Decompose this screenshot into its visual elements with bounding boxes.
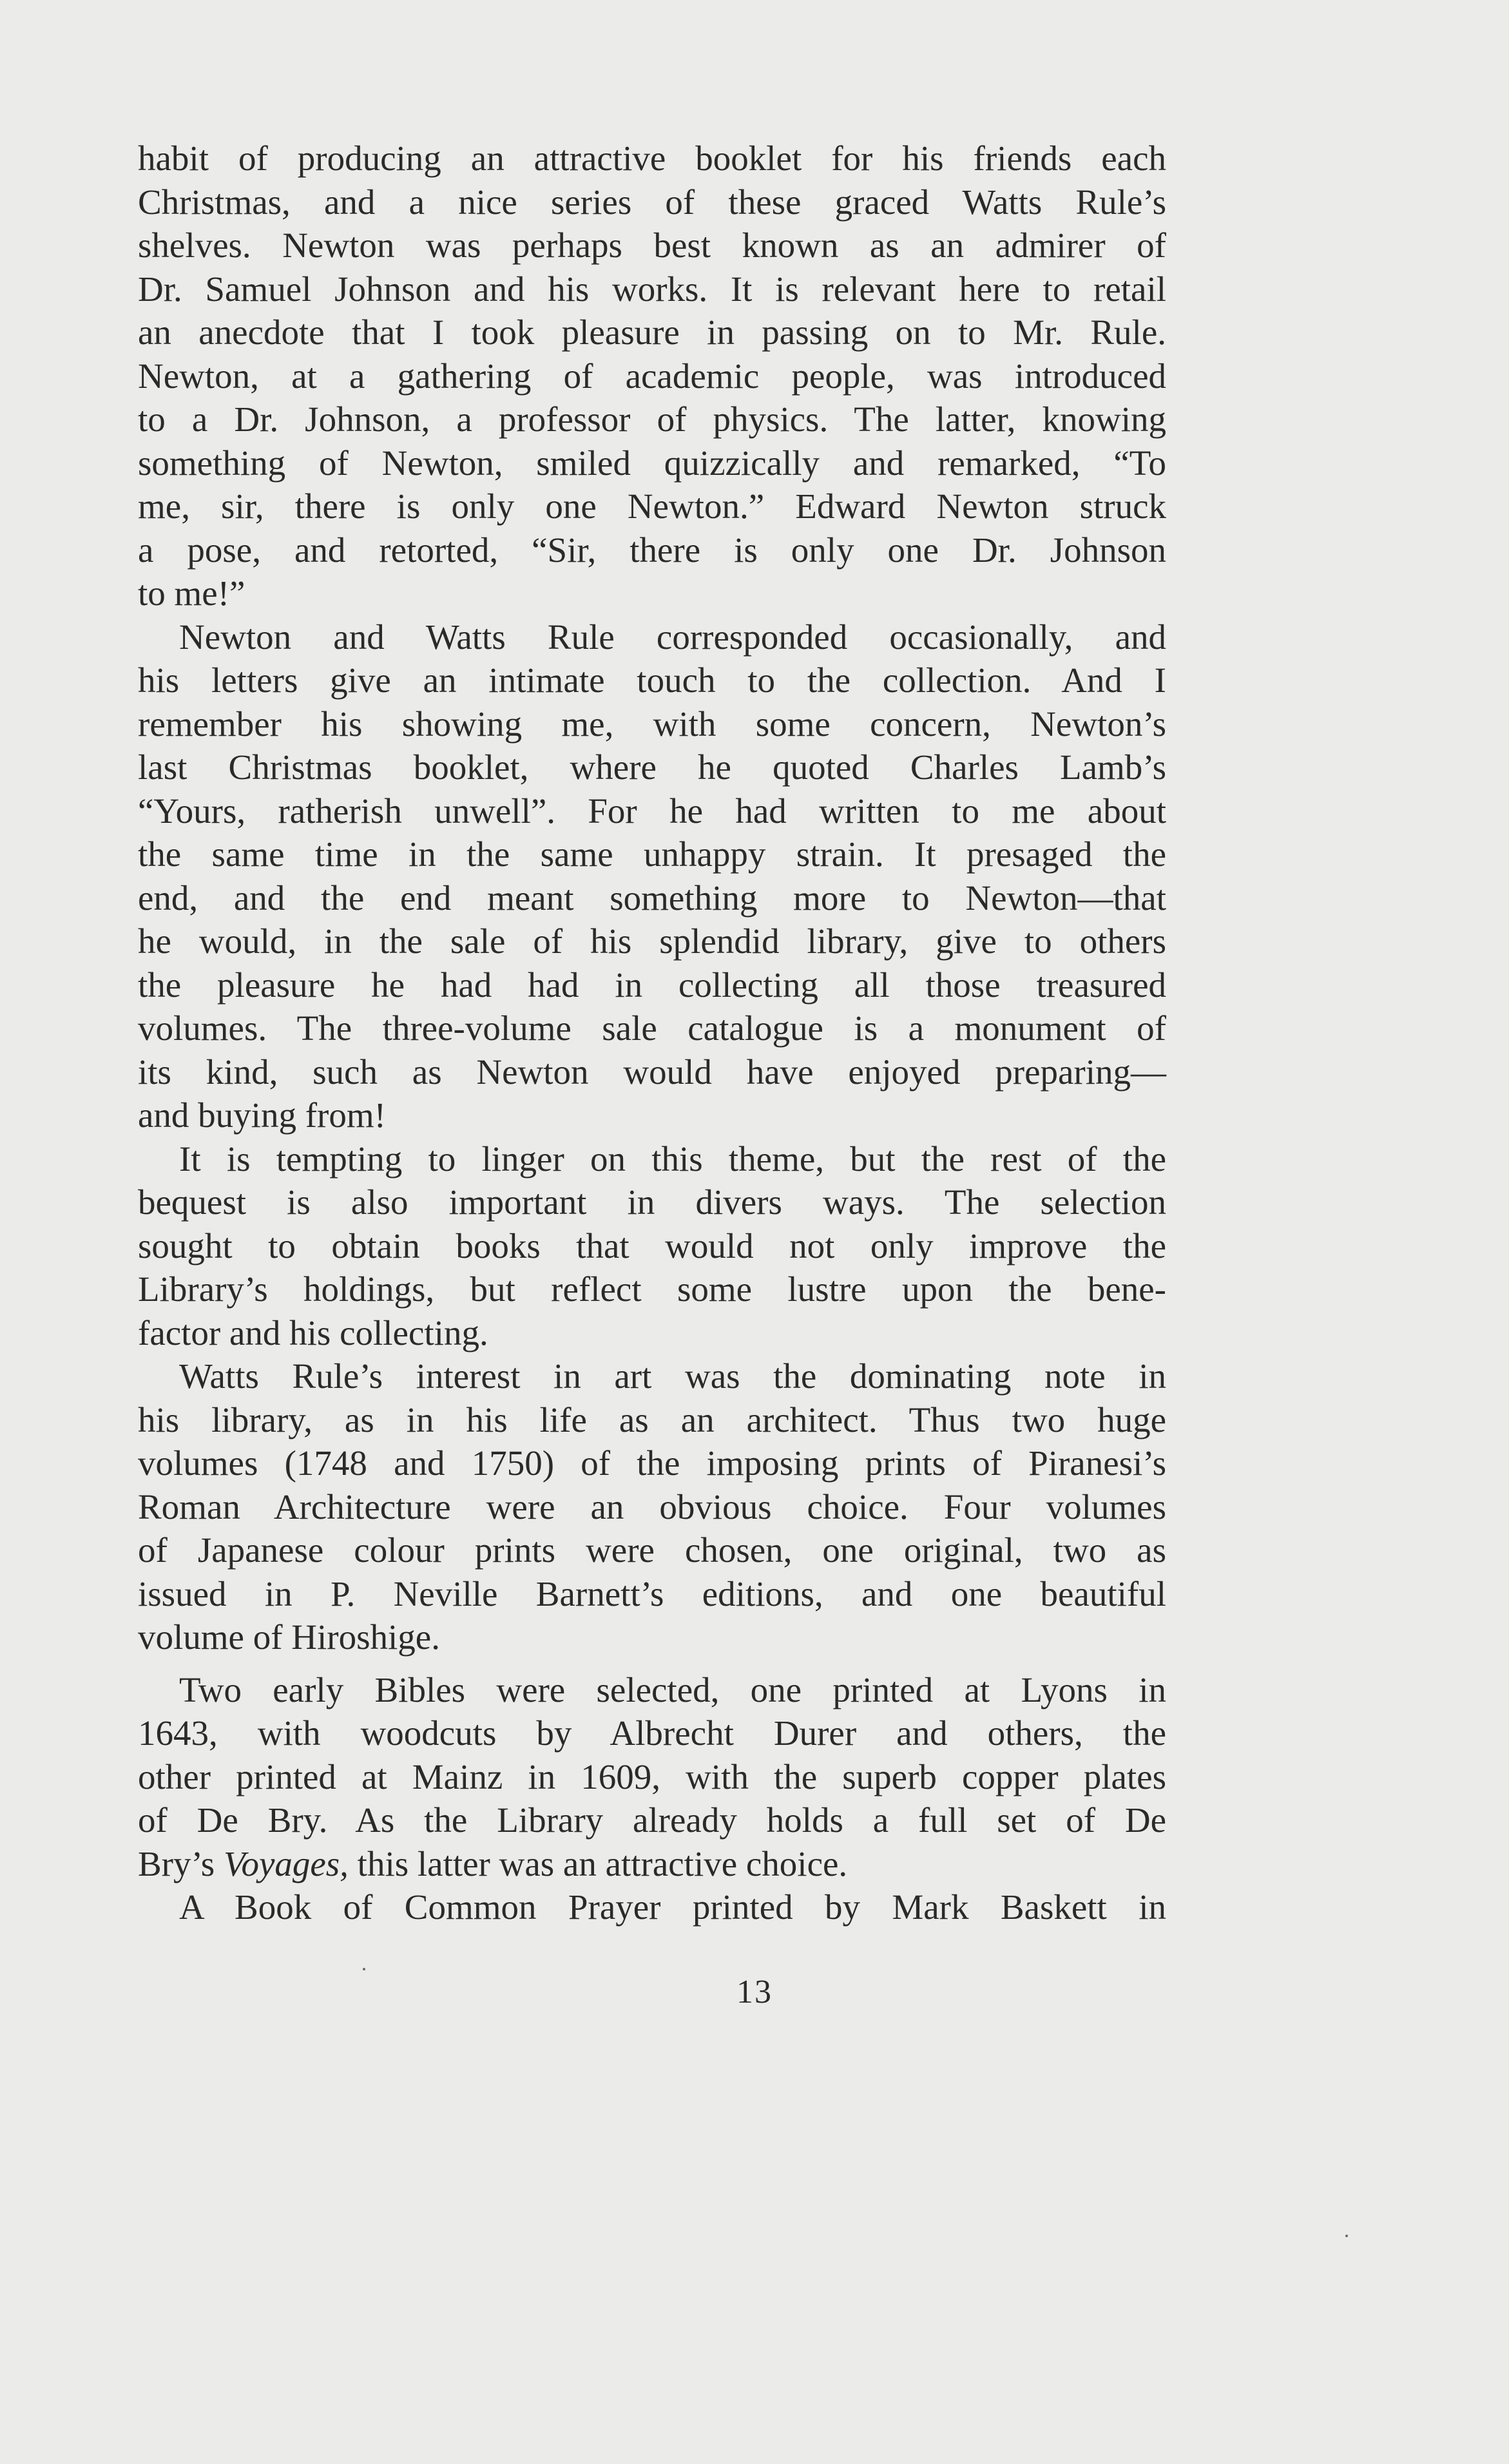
text-line: his library, as in his life as an architect. Thus two huge <box>138 1400 1166 1439</box>
text-line <box>138 1842 1166 1886</box>
text-line: other printed at Mainz in 1609, with the superb copper plates <box>138 1757 1166 1796</box>
text-line: factor and his collecting. <box>138 1313 488 1352</box>
text-line: of De Bry. As the Library already holds a full set of De <box>138 1800 1166 1840</box>
text-line: its kind, such as Newton would have enjoyed preparing— <box>138 1052 1166 1092</box>
text-line: volumes (1748 and 1750) of the imposing prints of Piranesi’s <box>138 1443 1166 1483</box>
text-line: bequest is also important in divers ways. The selection <box>138 1182 1166 1222</box>
text-line: Dr. Samuel Johnson and his works. It is relevant here to retail <box>138 269 1166 309</box>
text-line: Watts Rule’s interest in art was the dominating note in <box>179 1356 1166 1396</box>
text-line: volume of Hiroshige. <box>138 1617 440 1657</box>
text-line: volumes. The three-volume sale catalogue is a monument of <box>138 1008 1166 1048</box>
text-fragment: this latter was an attractive choice. <box>348 1843 848 1883</box>
text-line: to me!” <box>138 573 245 613</box>
text-line: Two early Bibles were selected, one printed at Lyons in <box>179 1670 1166 1709</box>
paragraph-correspondence <box>138 615 1166 1137</box>
text-line: the pleasure he had had in collecting all those treasured <box>138 965 1166 1005</box>
text-line: Newton and Watts Rule corresponded occasionally, and <box>179 617 1166 657</box>
text-line: a pose, and retorted, “Sir, there is only one Dr. Johnson <box>138 530 1166 570</box>
text-line: something of Newton, smiled quizzically and remarked, “To <box>138 443 1166 483</box>
text-line: Newton, at a gathering of academic people, was introduced <box>138 356 1166 396</box>
text-line: end, and the end meant something more to Newton—that <box>138 878 1166 918</box>
text-line: and buying from! <box>138 1095 386 1135</box>
text-line: A Book of Common Prayer printed by Mark Baskett in <box>179 1887 1166 1927</box>
text-line: issued in P. Neville Barnett’s editions, and one beautiful <box>138 1574 1166 1613</box>
text-line: he would, in the sale of his splendid library, give to others <box>138 921 1166 961</box>
text-line: habit of producing an attractive booklet for his friends each <box>138 139 1166 178</box>
text-line: the same time in the same unhappy strain. It presaged the <box>138 834 1166 874</box>
body-text <box>138 137 1166 1929</box>
italic-title-voyages: Voyages, <box>223 1843 349 1883</box>
paragraph-bequest <box>138 1137 1166 1355</box>
text-line: 1643, with woodcuts by Albrecht Durer and others, the <box>138 1713 1166 1753</box>
paragraph-newton-anecdote <box>138 137 1166 615</box>
paragraph-art-interest <box>138 1354 1166 1659</box>
text-line: me, sir, there is only one Newton.” Edward Newton struck <box>138 486 1166 526</box>
text-line: It is tempting to linger on this theme, but the rest of the <box>179 1139 1166 1179</box>
text-line: Library’s holdings, but reflect some lustre upon the bene- <box>138 1269 1166 1309</box>
text-line: sought to obtain books that would not only improve the <box>138 1226 1166 1266</box>
text-fragment: Bry’s <box>138 1843 224 1883</box>
text-line: Roman Architecture were an obvious choice. Four volumes <box>138 1487 1166 1526</box>
text-line: of Japanese colour prints were chosen, one original, two as <box>138 1530 1166 1570</box>
page-number: 13 <box>736 1974 773 2010</box>
text-line: last Christmas booklet, where he quoted Charles Lamb’s <box>138 747 1166 787</box>
text-line: his letters give an intimate touch to the collection. And I <box>138 660 1166 700</box>
text-line: to a Dr. Johnson, a professor of physics. The latter, knowing <box>138 399 1166 439</box>
text-line: Christmas, and a nice series of these graced Watts Rule’s <box>138 182 1166 222</box>
text-line: shelves. Newton was perhaps best known as an admirer of <box>138 226 1166 265</box>
text-line: an anecdote that I took pleasure in passing on to Mr. Rule. <box>138 313 1166 352</box>
paragraph-bibles <box>138 1668 1166 1929</box>
paper-speck <box>1345 2235 1348 2237</box>
text-line: “Yours, ratherish unwell”. For he had written to me about <box>138 791 1166 831</box>
paper-speck <box>363 1968 365 1970</box>
text-line: remember his showing me, with some concern, Newton’s <box>138 704 1166 744</box>
